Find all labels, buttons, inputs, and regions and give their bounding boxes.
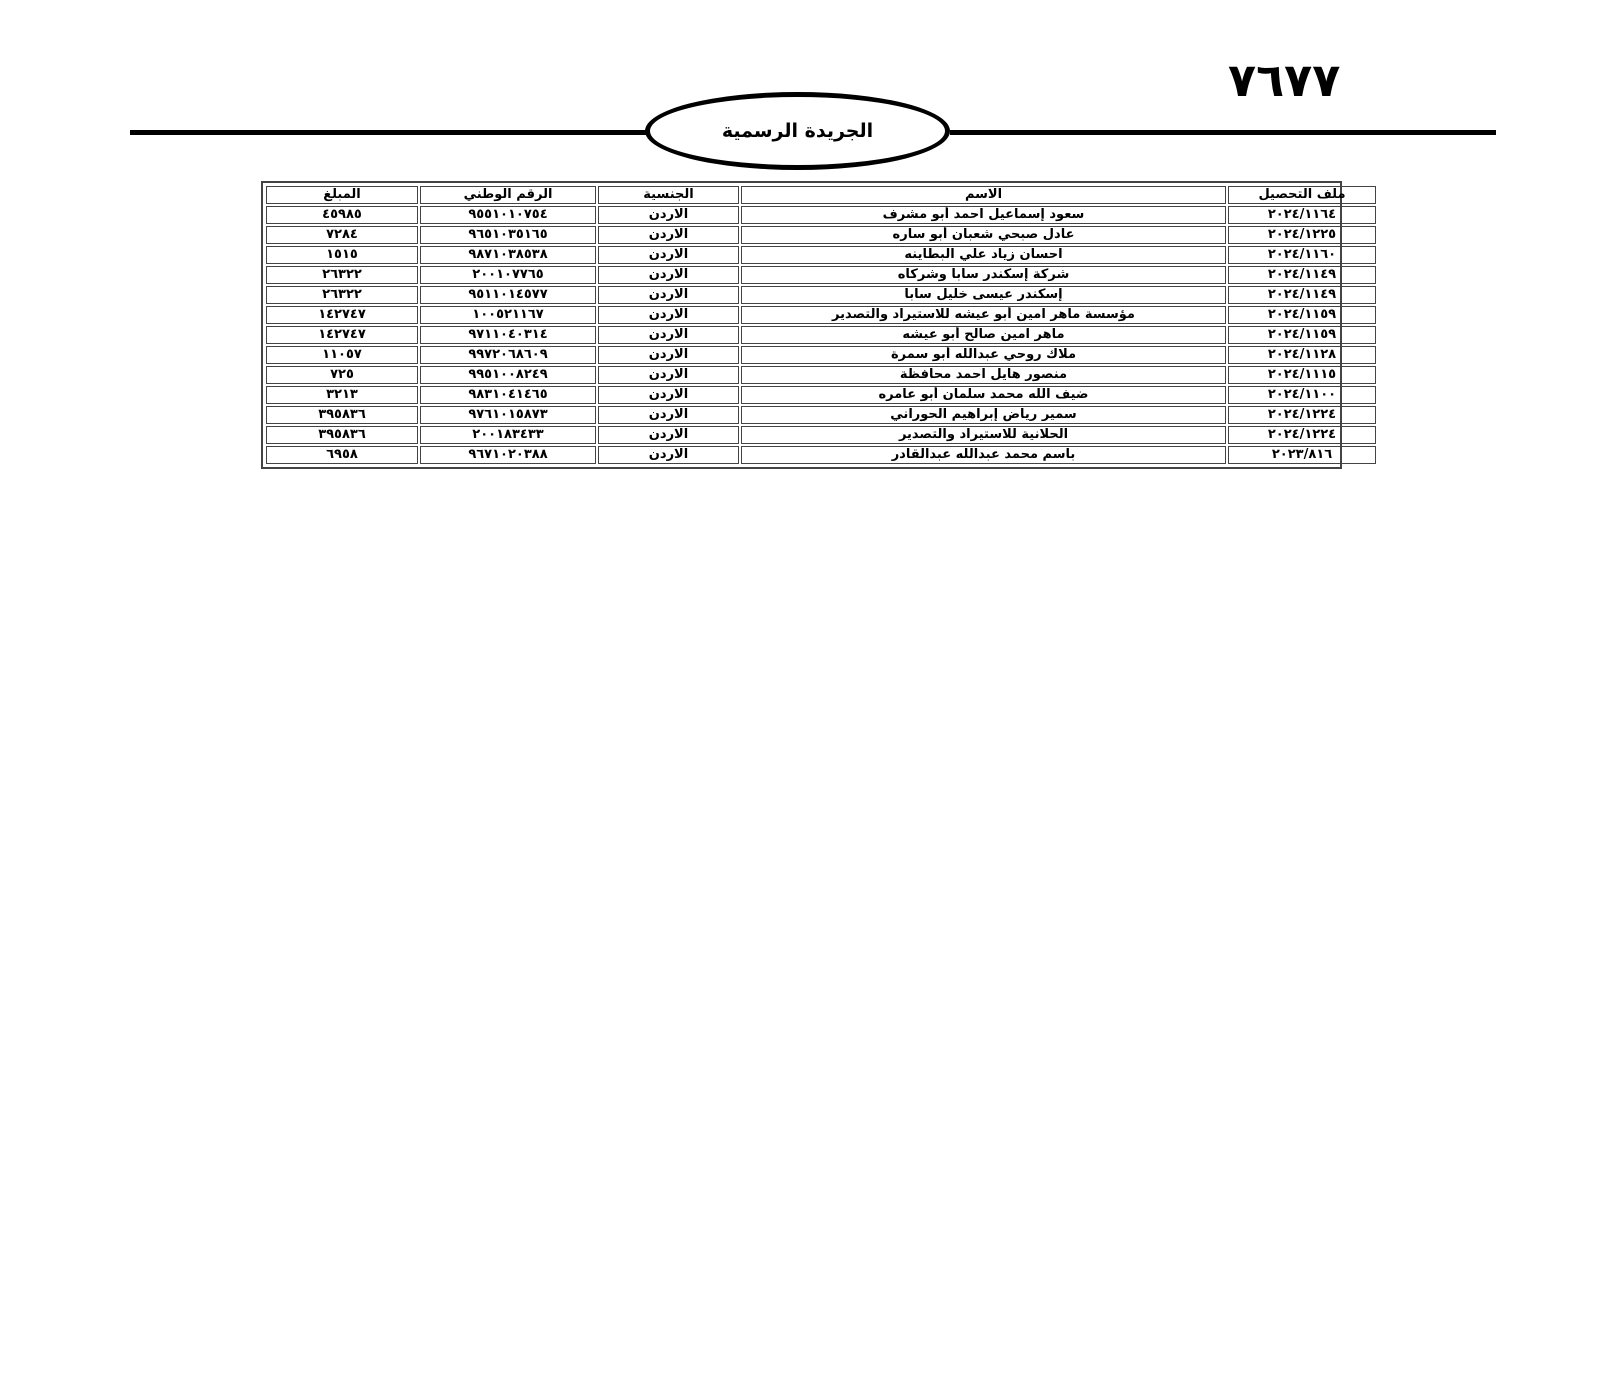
cell-nationality: الاردن [598,366,739,384]
cell-amount: ٣٢١٣ [266,386,418,404]
cell-name: مؤسسة ماهر امين أبو عيشه للاستيراد والتصدير [741,306,1226,324]
gazette-title: الجريدة الرسمية [721,120,874,142]
cell-amount: ١١٠٥٧ [266,346,418,364]
column-header-file: ملف التحصيل [1228,186,1376,204]
table-row [266,366,1376,384]
header-rule-right [950,130,1496,135]
table-row [266,246,1376,264]
table-row [266,446,1376,464]
table-row [266,426,1376,444]
table-row [266,346,1376,364]
cell-national-id: ٩٧١١٠٤٠٣١٤ [420,326,596,344]
cell-name: إسكندر عيسى خليل سابا [741,286,1226,304]
cell-nationality: الاردن [598,406,739,424]
cell-amount: ٧٢٨٤ [266,226,418,244]
cell-nationality: الاردن [598,326,739,344]
cell-file: ٢٠٢٤/١٢٢٤ [1228,406,1376,424]
cell-file: ٢٠٢٤/١١١٥ [1228,366,1376,384]
cell-amount: ٢٦٣٢٢ [266,286,418,304]
cell-amount: ٧٢٥ [266,366,418,384]
table-row [266,286,1376,304]
cell-amount: ١٤٢٧٤٧ [266,306,418,324]
gazette-title-oval [645,92,950,170]
cell-national-id: ١٠٠٥٢١١٦٧ [420,306,596,324]
cell-national-id: ٩٩٧٢٠٦٨٦٠٩ [420,346,596,364]
cell-amount: ٣٩٥٨٣٦ [266,406,418,424]
cell-amount: ٣٩٥٨٣٦ [266,426,418,444]
table-row [266,266,1376,284]
cell-name: احسان زياد علي البطاينه [741,246,1226,264]
table-row [266,226,1376,244]
cell-national-id: ٩٦٥١٠٣٥١٦٥ [420,226,596,244]
column-header-nationality: الجنسية [598,186,739,204]
cell-file: ٢٠٢٤/١١٠٠ [1228,386,1376,404]
cell-file: ٢٠٢٤/١١٦٤ [1228,206,1376,224]
table-header-row [266,186,1376,204]
table-row [266,406,1376,424]
table-row [266,206,1376,224]
cell-amount: ٤٥٩٨٥ [266,206,418,224]
cell-amount: ١٥١٥ [266,246,418,264]
cell-national-id: ٩٩٥١٠٠٨٢٤٩ [420,366,596,384]
cell-file: ٢٠٢٤/١٢٢٤ [1228,426,1376,444]
cell-national-id: ٩٧٦١٠١٥٨٧٣ [420,406,596,424]
column-header-amount: المبلغ [266,186,418,204]
table-row [266,306,1376,324]
cell-name: سعود إسماعيل احمد أبو مشرف [741,206,1226,224]
cell-name: ضيف الله محمد سلمان أبو عامره [741,386,1226,404]
cell-national-id: ٩٥٥١٠١٠٧٥٤ [420,206,596,224]
cell-name: شركة إسكندر سابا وشركاه [741,266,1226,284]
cell-national-id: ٩٦٧١٠٢٠٣٨٨ [420,446,596,464]
cell-file: ٢٠٢٤/١١٦٠ [1228,246,1376,264]
cell-nationality: الاردن [598,246,739,264]
cell-national-id: ٩٨٧١٠٣٨٥٣٨ [420,246,596,264]
cell-nationality: الاردن [598,426,739,444]
cell-name: باسم محمد عبدالله عبدالقادر [741,446,1226,464]
cell-name: منصور هايل احمد محافظة [741,366,1226,384]
cell-file: ٢٠٢٣/٨١٦ [1228,446,1376,464]
cell-nationality: الاردن [598,306,739,324]
cell-national-id: ٩٨٣١٠٤١٤٦٥ [420,386,596,404]
column-header-name: الاسم [741,186,1226,204]
cell-amount: ٦٩٥٨ [266,446,418,464]
cell-nationality: الاردن [598,386,739,404]
cell-name: الحلانية للاستيراد والتصدير [741,426,1226,444]
page-number: ٧٦٧٧ [1228,53,1341,107]
cell-national-id: ٩٥١١٠١٤٥٧٧ [420,286,596,304]
table-row [266,326,1376,344]
records-table [264,184,1378,466]
records-table-frame [261,181,1346,469]
column-header-national-id: الرقم الوطني [420,186,596,204]
cell-name: سمير رياض إبراهيم الحوراني [741,406,1226,424]
cell-file: ٢٠٢٤/١١٤٩ [1228,286,1376,304]
cell-nationality: الاردن [598,286,739,304]
cell-amount: ١٤٢٧٤٧ [266,326,418,344]
header-rule-left [130,130,650,135]
cell-nationality: الاردن [598,446,739,464]
cell-file: ٢٠٢٤/١١٥٩ [1228,306,1376,324]
cell-name: ملاك روحي عبدالله أبو سمرة [741,346,1226,364]
cell-national-id: ٢٠٠١٠٧٧٦٥ [420,266,596,284]
cell-file: ٢٠٢٤/١١٢٨ [1228,346,1376,364]
cell-nationality: الاردن [598,346,739,364]
cell-national-id: ٢٠٠١٨٣٤٣٣ [420,426,596,444]
table-row [266,386,1376,404]
cell-file: ٢٠٢٤/١٢٢٥ [1228,226,1376,244]
cell-nationality: الاردن [598,226,739,244]
cell-nationality: الاردن [598,266,739,284]
cell-amount: ٢٦٣٢٢ [266,266,418,284]
cell-nationality: الاردن [598,206,739,224]
cell-name: عادل صبحي شعبان أبو ساره [741,226,1226,244]
cell-file: ٢٠٢٤/١١٤٩ [1228,266,1376,284]
cell-file: ٢٠٢٤/١١٥٩ [1228,326,1376,344]
cell-name: ماهر امين صالح أبو عيشه [741,326,1226,344]
